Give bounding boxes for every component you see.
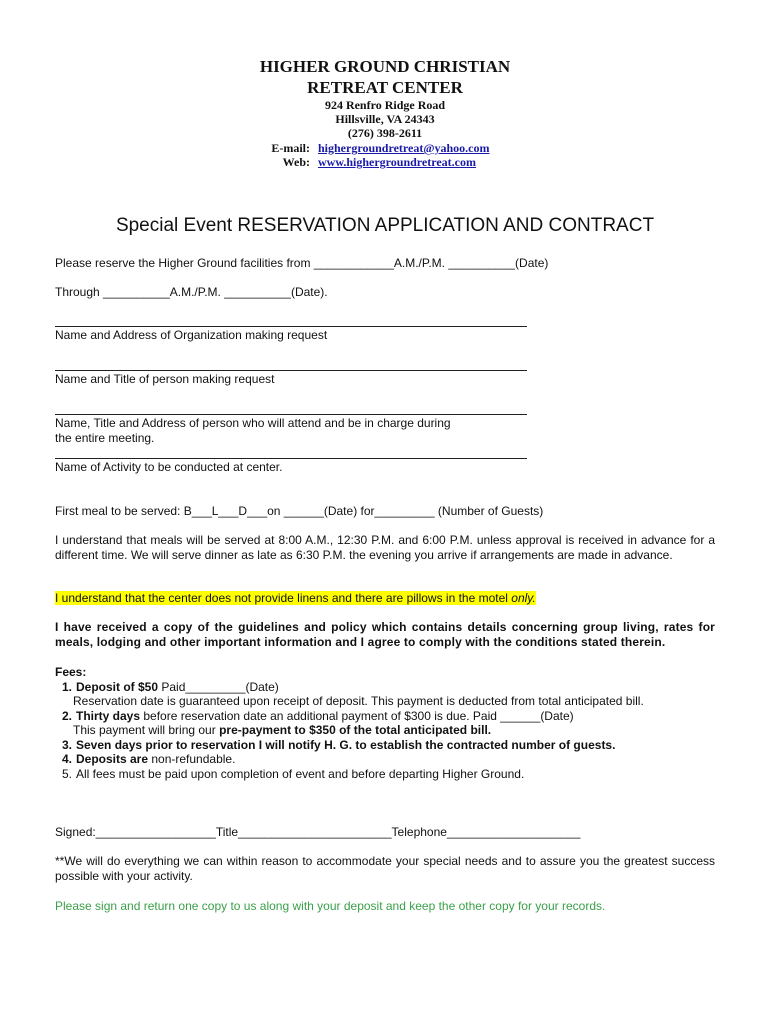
org-name-line-2: RETREAT CENTER bbox=[307, 78, 463, 97]
charge-field-label-1: Name, Title and Address of person who will attend and be in charge during bbox=[55, 416, 451, 430]
linens-text: I understand that the center does not provide linens and there are pillows in the motel bbox=[55, 591, 512, 605]
linens-emphasis: only. bbox=[511, 591, 536, 605]
activity-field-label: Name of Activity to be conducted at center. bbox=[55, 460, 283, 474]
fee-item-5: 5. All fees must be paid upon completion of event and before departing Higher Ground. bbox=[61, 767, 525, 781]
linens-notice bbox=[55, 591, 536, 605]
org-blank-line bbox=[55, 326, 527, 327]
first-meal-line: First meal to be served: B___L___D___on ______(Date) for_________ (Number of Guests) bbox=[55, 504, 544, 518]
guidelines-paragraph: I have received a copy of the guidelines and policy which contains details concerning group living, rates for meals, lodging and other important information and I agree to comply with the conditions stated therein. bbox=[55, 620, 715, 649]
fee-item-1-detail: Reservation date is guaranteed upon receipt of deposit. This payment is deducted from total anticipated bill. bbox=[73, 694, 644, 708]
charge-blank-line bbox=[55, 414, 527, 415]
page-title: Special Event RESERVATION APPLICATION AND CONTRACT bbox=[115, 215, 655, 236]
charge-field-label-2: the entire meeting. bbox=[55, 431, 155, 445]
org-name-line-1: HIGHER GROUND CHRISTIAN bbox=[259, 57, 511, 76]
fee-item-2-detail: This payment will bring our pre-payment to $350 of the total anticipated bill. bbox=[73, 723, 492, 737]
person-field-label: Name and Title of person making request bbox=[55, 372, 275, 386]
meals-paragraph: I understand that meals will be served at 8:00 A.M., 12:30 P.M. and 6:00 P.M. unless approval is received in advance for a different time. We will serve dinner as late as 6:30 P.M. the evening you arrive if arrangements are made in advance. bbox=[55, 533, 715, 562]
phone-number: (276) 398-2611 bbox=[347, 126, 423, 140]
fee-item-1: 1. Deposit of $50 Paid_________(Date) bbox=[61, 680, 279, 694]
org-field-label: Name and Address of Organization making request bbox=[55, 328, 328, 342]
email-link[interactable]: highergroundretreat@yahoo.com bbox=[318, 141, 490, 155]
fees-heading: Fees: bbox=[55, 665, 87, 679]
signature-line: Signed:__________________Title_______________________Telephone____________________ bbox=[55, 825, 581, 839]
fee-item-3: 3. Seven days prior to reservation I will notify H. G. to establish the contracted number of guests. bbox=[61, 738, 616, 752]
activity-blank-line bbox=[55, 458, 527, 459]
address-street: 924 Renfro Ridge Road bbox=[324, 98, 446, 112]
reserve-dates-line: Please reserve the Higher Ground facilities from ____________A.M./P.M. __________(Date) bbox=[55, 256, 549, 270]
address-city: Hillsville, VA 24343 bbox=[335, 112, 435, 126]
email-label: E-mail: bbox=[271, 141, 310, 155]
person-blank-line bbox=[55, 370, 527, 371]
web-label: Web: bbox=[282, 155, 310, 169]
closing-paragraph: **We will do everything we can within reason to accommodate your special needs and to assure you the greatest success possible with your activity. bbox=[55, 854, 715, 883]
through-dates-line: Through __________A.M./P.M. __________(Date). bbox=[55, 285, 328, 299]
web-link[interactable]: www.highergroundretreat.com bbox=[318, 155, 476, 169]
return-instructions: Please sign and return one copy to us along with your deposit and keep the other copy for your records. bbox=[55, 899, 606, 913]
fee-item-2: 2. Thirty days before reservation date an additional payment of $300 is due. Paid ______(Date) bbox=[61, 709, 574, 723]
fee-item-4: 4. Deposits are non-refundable. bbox=[61, 752, 236, 766]
